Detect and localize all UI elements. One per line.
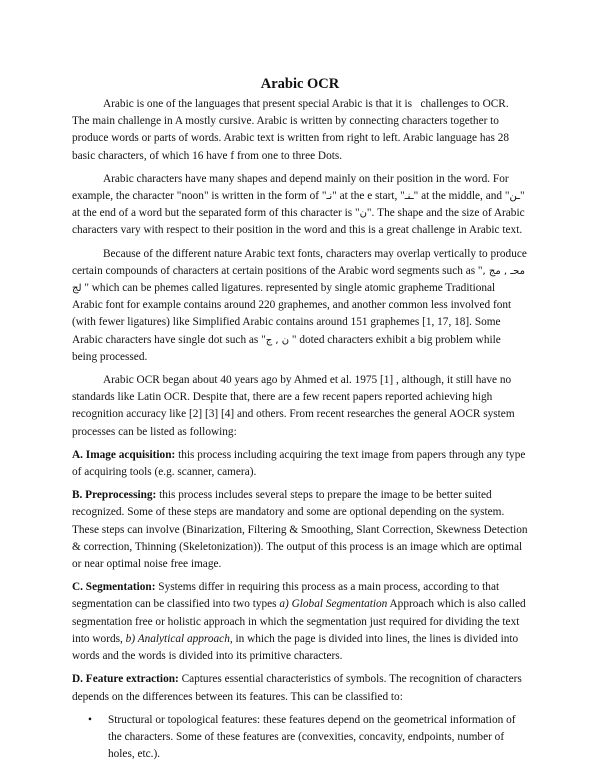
text-run: Arabic characters have many shapes and depend mainly on their position in the word. For example, the character "noon" is written in the form of " — [72, 172, 509, 203]
arabic-glyph: نـ — [326, 191, 333, 203]
list-item-text: Structural or topological features: these features depend on the geometrical information of the characters. Some of these features are (convexities, concavity, endpoints, number of holes, etc.). — [108, 713, 516, 761]
arabic-glyph: ـنـ — [404, 191, 414, 203]
section-label: A. Image acquisition: — [72, 448, 176, 461]
arabic-glyph: محـ , مج , لج — [72, 265, 525, 295]
paragraph-history: Arabic OCR began about 40 years ago by Ahmed et al. 1975 [1] , although, it still have no standards like Latin OCR. Despite that, there are a few recent papers reported achieving high recognition accuracy like [2] [3] [4] and others. From recent researches the general AOCR system processes can be listed as following: — [72, 374, 515, 438]
section-segmentation — [72, 579, 528, 665]
section-emphasis: a) Global Segmentation — [279, 598, 388, 611]
section-text: Systems differ in requiring this process as a main process, according to that segmentation can be classified into two types — [72, 581, 500, 611]
section-emphasis: b) Analytical approach, — [125, 632, 233, 645]
text-run: " at the middle, and " — [413, 190, 510, 203]
list-item — [88, 712, 528, 764]
section-label: C. Segmentation: — [72, 581, 156, 594]
arabic-glyph: ن , ج — [265, 334, 290, 346]
section-feature-extraction — [72, 671, 528, 705]
section-text: in which the page is divided into lines, the lines is divided into words and the words is divided into its primitive characters. — [72, 632, 519, 663]
text-run: Because of the different nature Arabic text fonts, characters may overlap vertically to produce certain compounds of characters at certain positions of the Arabic word segments such as " — [72, 247, 527, 277]
paragraph-character-shapes — [72, 171, 528, 240]
paragraph-ligatures — [72, 246, 528, 366]
section-text: this process includes several steps to prepare the image to be better suited recognized. Some of these steps are mandatory and some are optional depending on the system. These steps can involve (Binarization, Filtering & Smoothing, Slant Correction, Skewness Detection & correction, Thinning (Skeletonization)). The output of this process is an image which are optimal or near optimal noise free image. — [72, 489, 528, 571]
page-title: Arabic OCR — [260, 76, 340, 92]
section-text: this process including acquiring the text image from papers through any type of acquiring tools (e.g. scanner, camera). — [72, 448, 526, 479]
text-run: " at the end of a word but the separated form of this character is " — [72, 190, 525, 220]
section-preprocessing — [72, 487, 528, 573]
text-run: " doted characters exhibit a big problem while being processed. — [72, 333, 501, 363]
text-run: " at the e start, " — [332, 190, 405, 203]
section-label: B. Preprocessing: — [72, 489, 157, 502]
text-run: " which can be phemes called ligatures. represented by single atomic grapheme Traditional Arabic font for example contains around 220 graphemes, and another common less involved font (with fewer ligatures) like Simplified Arabic contains around 151 graphemes [1, 17, 18]. Some Arabic characters have single dot such as " — [72, 282, 512, 346]
section-text: Captures essential characteristics of symbols. The recognition of characters depends on the differences between its features. This can be classified to: — [72, 673, 522, 703]
bullet-icon: • — [88, 713, 92, 726]
section-image-acquisition — [72, 447, 528, 481]
section-label: D. Feature extraction: — [72, 673, 179, 686]
section-text: Approach which is also called segmentation free or holistic approach in which the segmentation just required for dividing the text into words, — [72, 598, 526, 645]
arabic-glyph: ن — [359, 208, 367, 220]
text-run: ". The shape and the size of Arabic characters vary with respect to their position in the word and this is a great challenge in Arabic text. — [72, 207, 525, 237]
paragraph-intro: Arabic is one of the languages that present special Arabic is that it is challenges to OCR. The main challenge in A mostly cursive. Arabic is written by connecting characters together to produce words or parts of words. Arabic text is written from right to left. Arabic language has 28 basic characters, of which 16 have f from one to three Dots. — [72, 98, 510, 162]
arabic-glyph: ـن — [509, 191, 520, 203]
feature-list — [72, 712, 528, 764]
